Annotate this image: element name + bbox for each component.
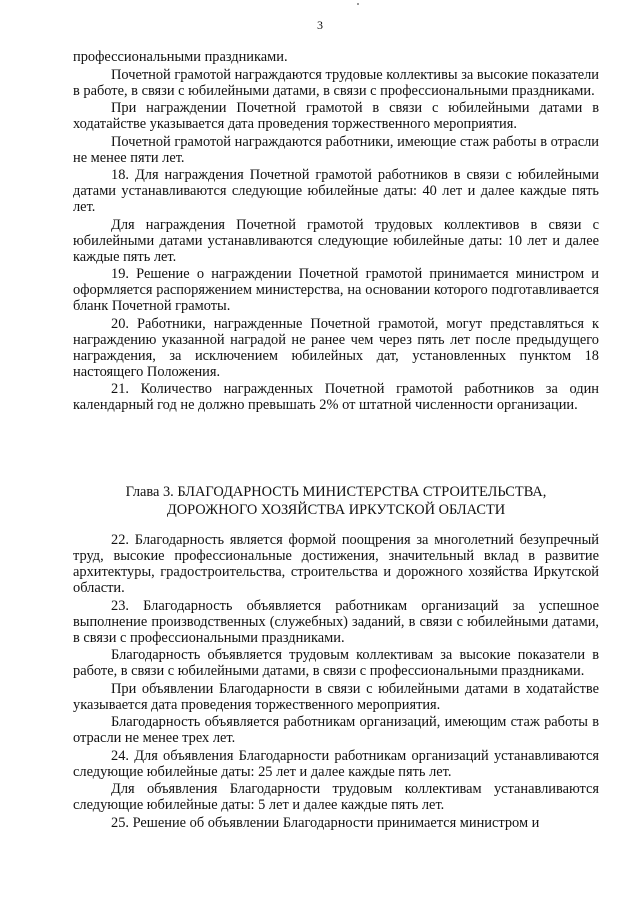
paragraph-item-18: 18. Для награждения Почетной грамотой работников в связи с юбилейными датами устанавливаются следующие юбилейные даты: 40 лет и далее каждые пять лет.	[73, 167, 599, 215]
paragraph-item-25: 25. Решение об объявлении Благодарности принимается министром и	[111, 814, 540, 831]
paragraph: Благодарность объявляется работникам организаций, имеющим стаж работы в отрасли не менее трех лет.	[73, 714, 599, 746]
paragraph: Для объявления Благодарности трудовым коллективам устанавливаются следующие юбилейные даты: 5 лет и далее каждые пять лет.	[73, 781, 599, 813]
paragraph: Почетной грамотой награждаются трудовые коллективы за высокие показатели в работе, в связи с юбилейными датами, в связи с профессиональными праздниками.	[73, 66, 599, 99]
chapter-heading-line-2: ДОРОЖНОГО ХОЗЯЙСТВА ИРКУТСКОЙ ОБЛАСТИ	[166, 502, 506, 518]
paragraph-item-20: 20. Работники, награжденные Почетной грамотой, могут представляться к награждению указанной наградой не ранее чем через пять лет после предыдущего награждения, за исключением юбилейных дат, установленных пунктом 18 настоящего Положения.	[73, 315, 599, 380]
paragraph: Почетной грамотой награждаются работники, имеющие стаж работы в отрасли не менее пяти лет.	[73, 133, 599, 166]
section-one-text	[73, 49, 599, 415]
paragraph-item-24: 24. Для объявления Благодарности работникам организаций устанавливаются следующие юбилейные даты: 25 лет и далее каждые пять лет.	[73, 747, 599, 780]
page-number: 3	[317, 18, 323, 32]
paragraph: Благодарность объявляется трудовым коллективам за высокие показатели в работе, в связи с юбилейными датами, в связи с профессиональными праздниками.	[73, 647, 599, 679]
scan-speck	[357, 3, 359, 5]
paragraph: При объявлении Благодарности в связи с юбилейными датами в ходатайстве указывается дата проведения торжественного мероприятия.	[73, 680, 599, 713]
paragraph-item-22: 22. Благодарность является формой поощрения за многолетний безупречный труд, высокие профессиональные достижения, значительный вклад в развитие архитектуры, градостроительства, строительства и дорожного хозяйства Иркутской области.	[73, 532, 599, 596]
paragraph-item-23: 23. Благодарность объявляется работникам организаций за успешное выполнение производственных (служебных) заданий, в связи с юбилейными датами, в связи с профессиональными праздниками.	[73, 597, 599, 646]
paragraph: При награждении Почетной грамотой в связи с юбилейными датами в ходатайстве указывается дата проведения торжественного мероприятия.	[73, 100, 599, 132]
chapter-heading-line-1: Глава 3. БЛАГОДАРНОСТЬ МИНИСТЕРСТВА СТРОИТЕЛЬСТВА,	[125, 484, 547, 500]
paragraph: Для награждения Почетной грамотой трудовых коллективов в связи с юбилейными датами устанавливаются следующие юбилейные даты: 10 лет и далее каждые пять лет.	[73, 216, 599, 265]
paragraph-item-21: 21. Количество награжденных Почетной грамотой работников за один календарный год не должно превышать 2% от штатной численности организации.	[73, 381, 599, 413]
chapter-heading	[73, 483, 599, 519]
paragraph-item-19: 19. Решение о награждении Почетной грамотой принимается министром и оформляется распоряжением министерства, на основании которого подготавливается бланк Почетной грамоты.	[73, 266, 599, 314]
section-two-text	[73, 532, 599, 832]
paragraph-continuation: профессиональными праздниками.	[73, 49, 288, 65]
